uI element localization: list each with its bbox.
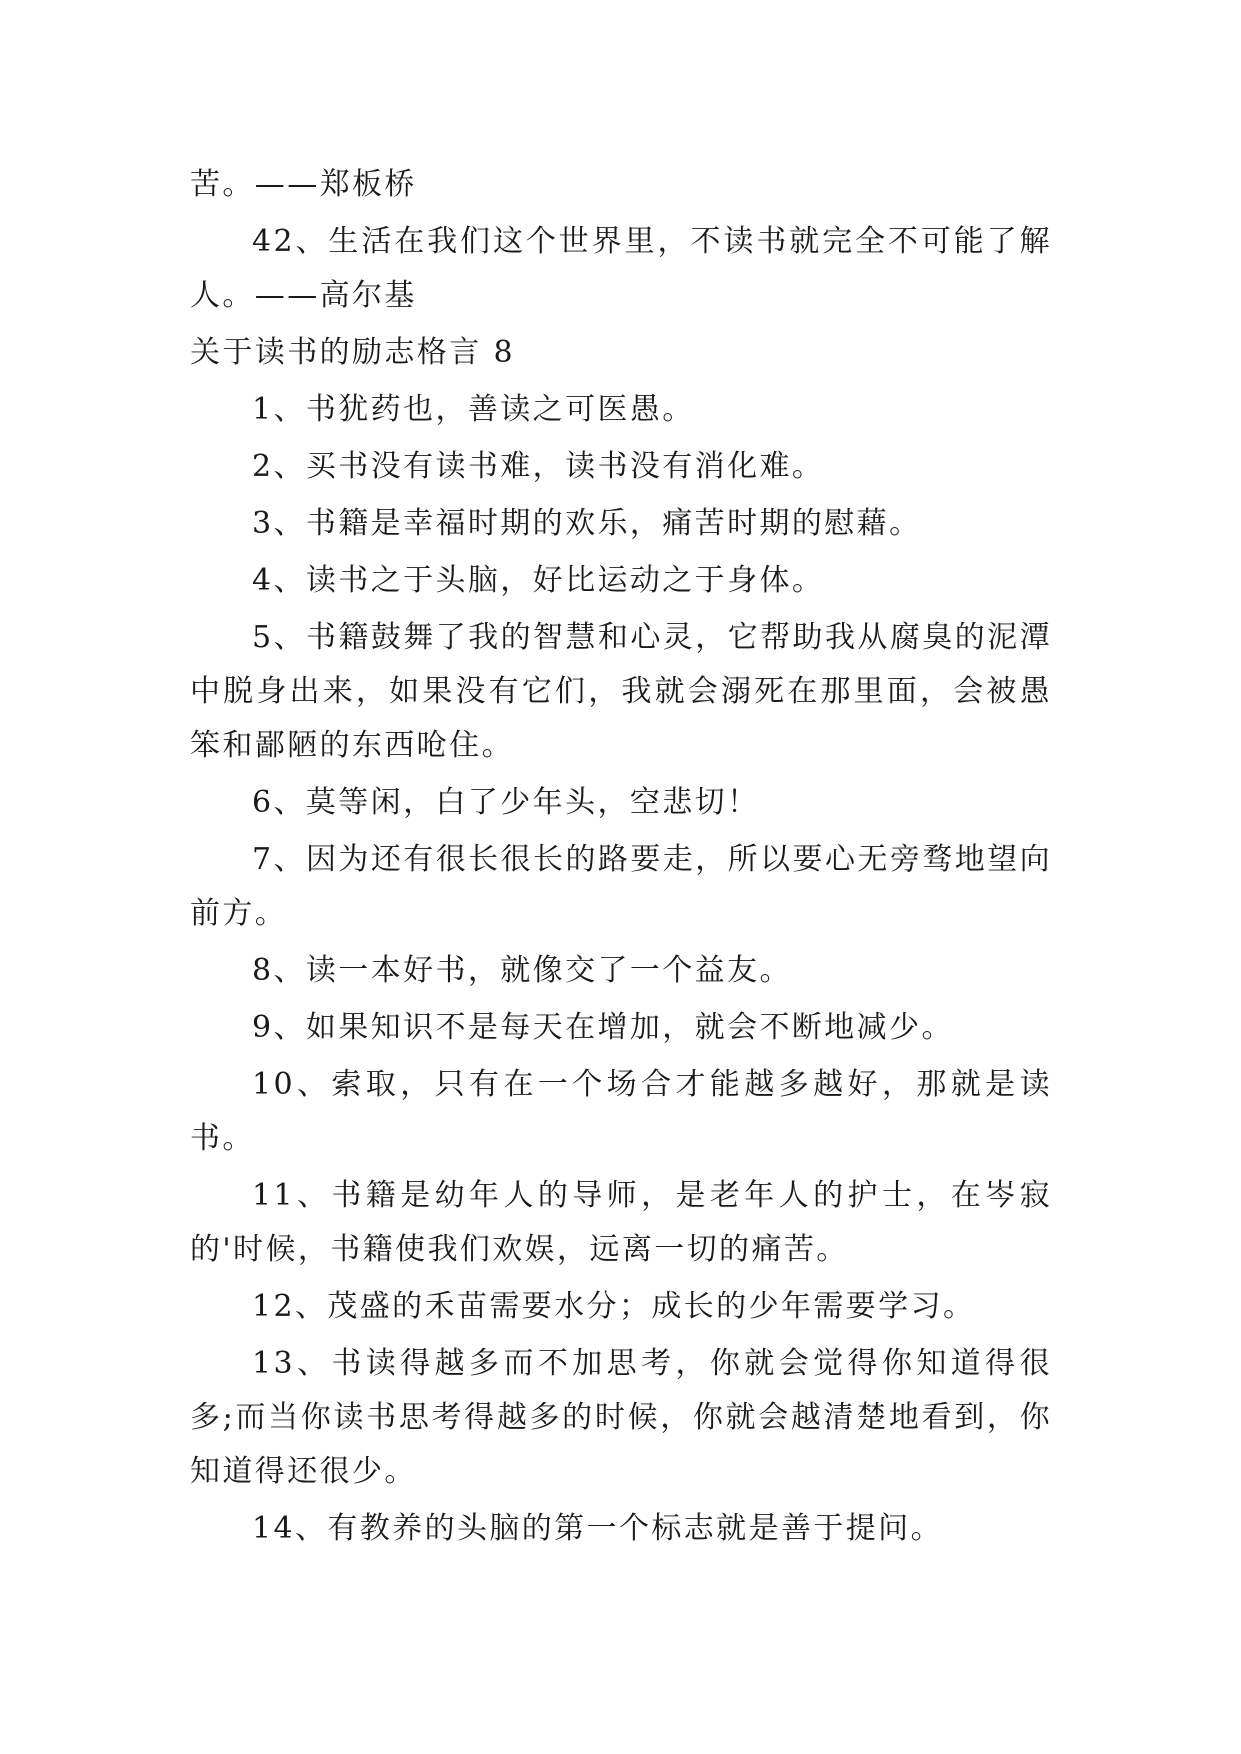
quote-14: 14、有教养的头脑的第一个标志就是善于提问。: [252, 1511, 943, 1546]
quote-9: 9、如果知识不是每天在增加，就会不断地减少。: [252, 1010, 954, 1045]
quote-3: 3、书籍是幸福时期的欢乐，痛苦时期的慰藉。: [252, 506, 922, 541]
quote-6: 6、莫等闲，白了少年头，空悲切！: [252, 785, 760, 820]
quote-8: 8、读一本好书，就像交了一个益友。: [252, 953, 792, 988]
document-body: [190, 158, 1052, 1556]
paragraph-continuation: 苦。——郑板桥: [190, 167, 417, 202]
quote-1: 1、书犹药也，善读之可医愚。: [252, 392, 695, 427]
quote-5: 5、书籍鼓舞了我的智慧和心灵，它帮助我从腐臭的泥潭中脱身出来，如果没有它们，我就会溺死在那里面，会被愚笨和鄙陋的东西呛住。: [190, 620, 1052, 763]
quote-11: 11、书籍是幼年人的导师，是老年人的护士，在岑寂的'时候，书籍使我们欢娱，远离一切的痛苦。: [190, 1178, 1052, 1267]
quote-10: 10、索取，只有在一个场合才能越多越好，那就是读书。: [190, 1067, 1052, 1156]
section-heading: 关于读书的励志格言 8: [190, 335, 516, 370]
quote-7: 7、因为还有很长很长的路要走，所以要心无旁骛地望向前方。: [190, 842, 1052, 931]
quote-42: 42、生活在我们这个世界里，不读书就完全不可能了解人。——高尔基: [190, 224, 1052, 313]
quote-2: 2、买书没有读书难，读书没有消化难。: [252, 449, 825, 484]
quote-12: 12、茂盛的禾苗需要水分；成长的少年需要学习。: [252, 1289, 976, 1324]
quote-13: 13、书读得越多而不加思考，你就会觉得你知道得很多;而当你读书思考得越多的时候，你就会越清楚地看到，你知道得还很少。: [190, 1346, 1052, 1489]
quote-4: 4、读书之于头脑，好比运动之于身体。: [252, 563, 825, 598]
